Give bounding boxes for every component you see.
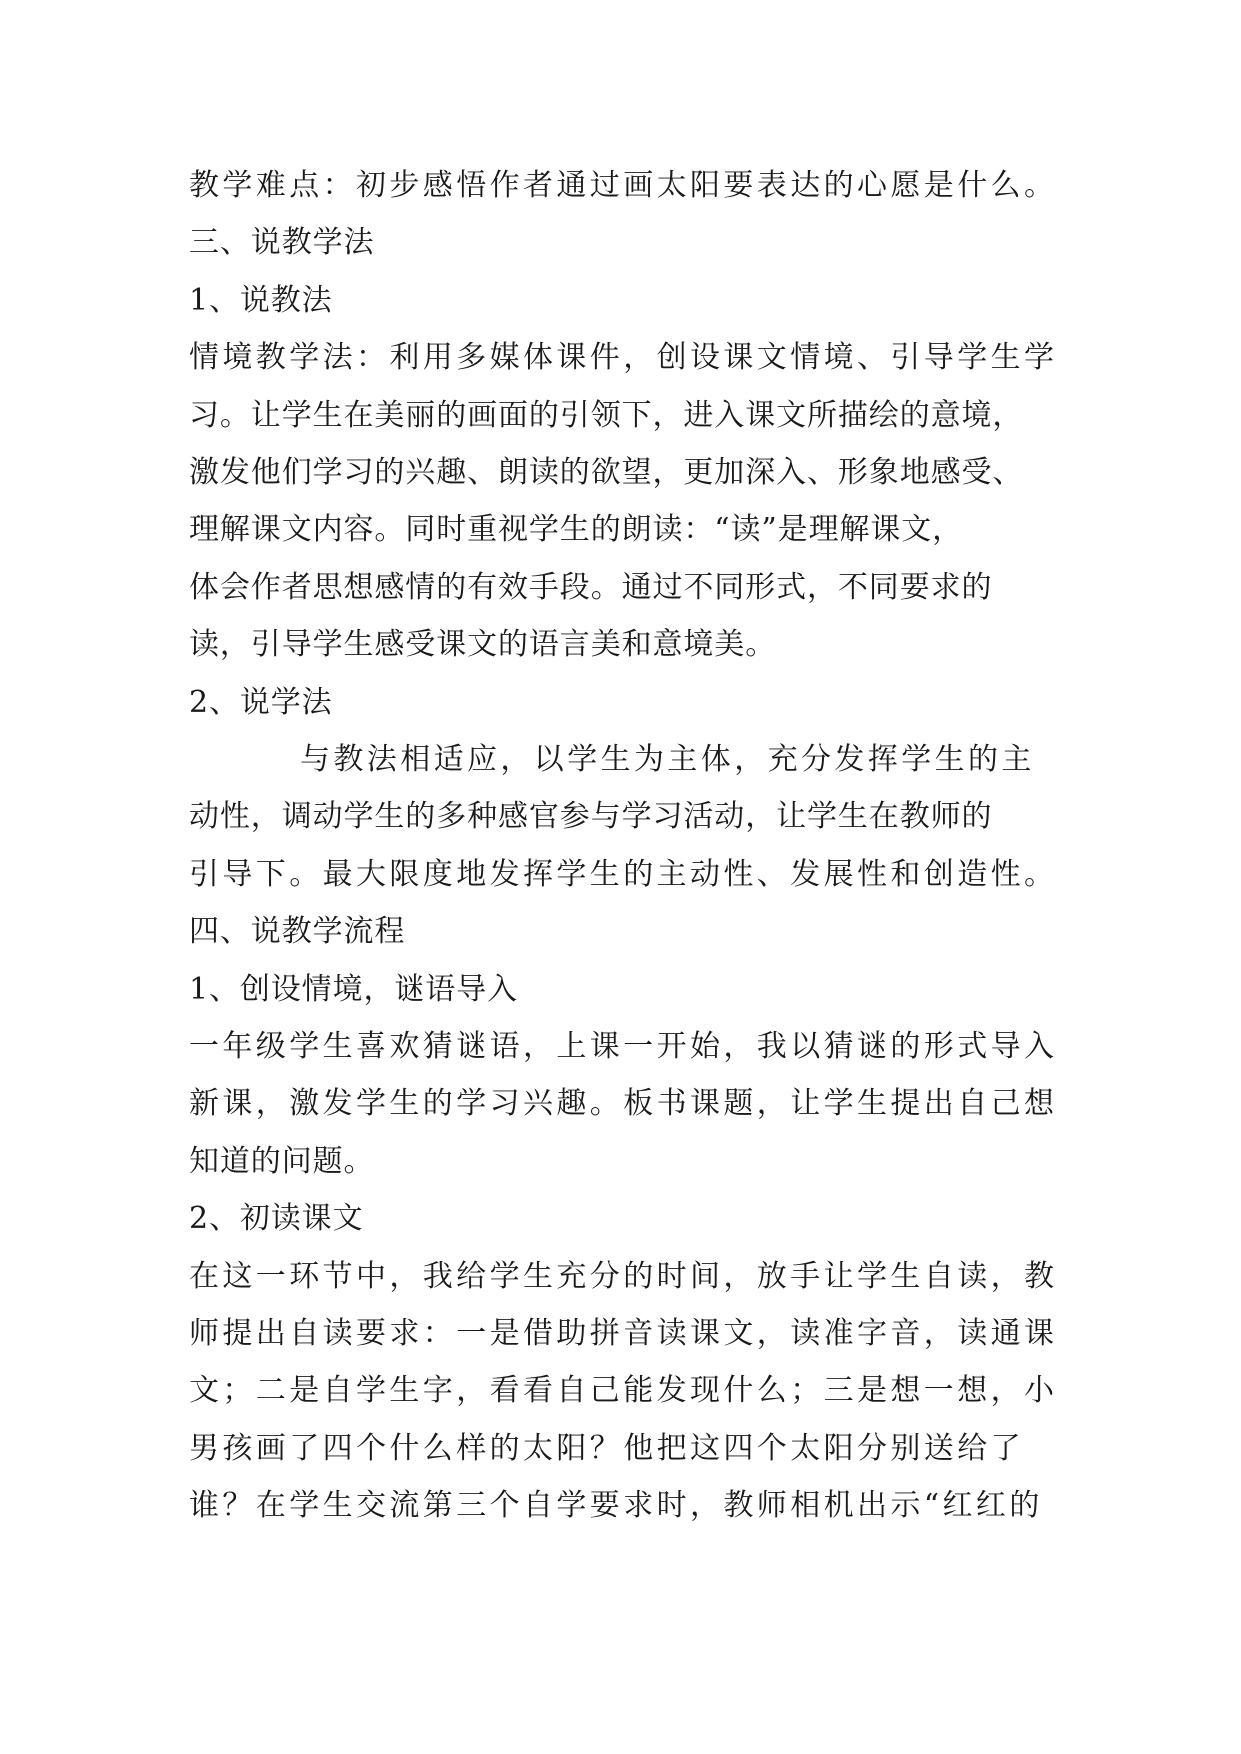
subheading-first-reading: 2、初读课文 (189, 1201, 364, 1236)
subheading-learning-method: 2、说学法 (189, 685, 333, 720)
text-line-difficulty: 教学难点：初步感悟作者通过画太阳要表达的心愿是什么。 (189, 168, 1058, 203)
subheading-teaching-approach: 1、说教法 (189, 283, 333, 318)
subheading-scenario-riddle: 1、创设情境，谜语导入 (189, 972, 518, 1007)
text-line: 引导下。最大限度地发挥学生的主动性、发展性和创造性。 (189, 857, 1058, 892)
text-line: 习。让学生在美丽的画面的引领下，进入课文所描绘的意境， (189, 398, 1024, 433)
text-line: 新课，激发学生的学习兴趣。板书课题，让学生提出自己想 (189, 1086, 1058, 1121)
heading-teaching-method: 三、说教学法 (189, 225, 375, 260)
heading-teaching-process: 四、说教学流程 (189, 914, 406, 949)
text-line-indented: 与教法相适应，以学生为主体，充分发挥学生的主 (300, 742, 1035, 777)
text-line: 师提出自读要求：一是借助拼音读课文，读准字音，读通课 (189, 1316, 1058, 1351)
text-line: 男孩画了四个什么样的太阳？他把这四个太阳分别送给了 (189, 1431, 1024, 1466)
text-line: 文；二是自学生字，看看自己能发现什么；三是想一想，小 (189, 1373, 1058, 1408)
text-line: 激发他们学习的兴趣、朗读的欲望，更加深入、形象地感受、 (189, 455, 1024, 490)
text-line: 在这一环节中，我给学生充分的时间，放手让学生自读，教 (189, 1259, 1058, 1294)
text-line: 一年级学生喜欢猜谜语，上课一开始，我以猜谜的形式导入 (189, 1029, 1058, 1064)
text-line: 体会作者思想感情的有效手段。通过不同形式，不同要求的 (189, 570, 993, 605)
text-line: 谁？在学生交流第三个自学要求时，教师相机出示“红红的 (189, 1488, 1043, 1523)
text-line: 理解课文内容。同时重视学生的朗读：“读”是理解课文， (189, 512, 964, 547)
text-line: 读，引导学生感受课文的语言美和意境美。 (189, 627, 777, 662)
text-line: 情境教学法：利用多媒体课件，创设课文情境、引导学生学 (189, 340, 1058, 375)
text-line: 知道的问题。 (189, 1144, 375, 1179)
text-line: 动性，调动学生的多种感官参与学习活动，让学生在教师的 (189, 799, 993, 834)
